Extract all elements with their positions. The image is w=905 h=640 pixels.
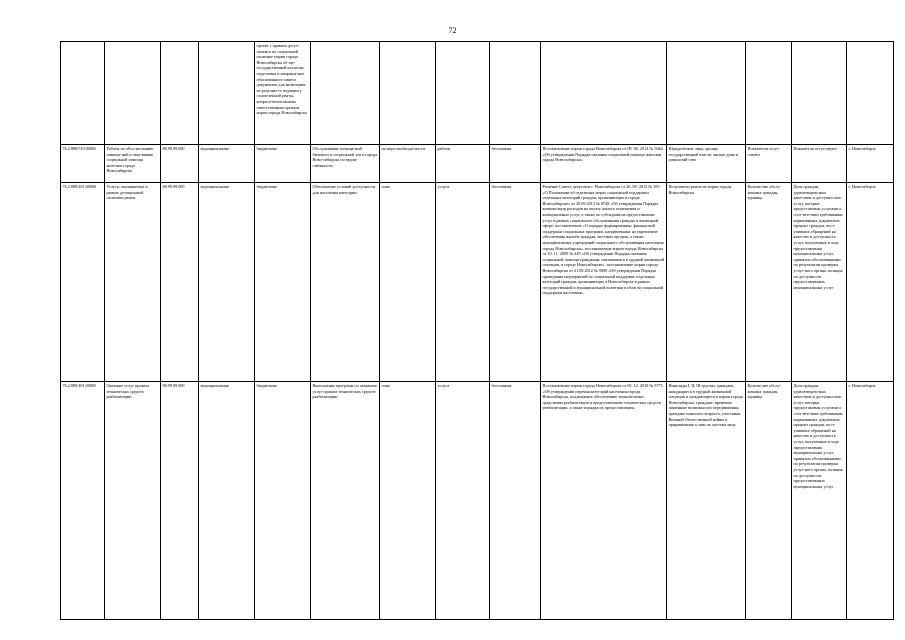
cell-volume-indicator: Количество обслу-женных граждан, единица bbox=[746, 183, 792, 382]
cell-okved bbox=[161, 42, 199, 145]
cell-unit bbox=[436, 42, 490, 145]
cell-quality-indicator: Показатели отсутствуют bbox=[792, 145, 847, 183]
cell-content: Обеспечение условий доступности для населения категории bbox=[311, 183, 380, 382]
cell-recipients: Инвалиды I, II, III группы, граждане, находящиеся в трудной жизненной ситуации и нуждающиеся в мэрии города Новосибирска, граждане, временно лишённые возможности передвижения, граждане пожилого возраста, участники Великой Отечественной войны и приравненные к ним по льготам лица bbox=[667, 382, 746, 620]
cell-okved: 88.99.09.000 bbox=[161, 145, 199, 183]
cell-location: г. Новосибирск bbox=[847, 382, 894, 620]
cell-volume-indicator: Показатели отсут-ствуют bbox=[746, 145, 792, 183]
page-number: 72 bbox=[448, 26, 457, 35]
cell-code: 76.2.889/510.00005 bbox=[61, 145, 105, 183]
cell-legal-basis: Постановление мэрии города Новосибирска от 05. 12. 2010 № 5775 «Об утверждении перечня категорий населения города Новосибирска, подлежащих обеспечению техническими средствами реабилитации и предоставлению технических средств реабилитации, а также порядка их предоставления» bbox=[541, 382, 667, 620]
cell-institution-type: проект с правила дегул-тамента по социальной политике мэрии города Новосибирска об-ще-государственной коллегии, подготовка и направле-ние обоснованного пакета документов для включения, не ределяю-го подавати у основ-ленной ренты, вопросо-вочислашено ответственным органом мэрии города Новосибирска bbox=[255, 42, 311, 145]
cell-institution-type: бюджетные bbox=[255, 183, 311, 382]
cell-location: г. Новосибирск bbox=[847, 145, 894, 183]
cell-volume-indicator bbox=[746, 42, 792, 145]
cell-content: Обслуживание помеще-ний бытового и социальной эти в города Ново-сибирска по ведом-ственности bbox=[311, 145, 380, 183]
cell-payment bbox=[490, 42, 541, 145]
cell-form: по мере необходи-мости bbox=[380, 145, 436, 183]
cell-name: Работы по обсл-жи-ванию помеще-ний и оказ-ванию социальной помощи жителям города Новосибирска bbox=[105, 145, 161, 183]
cell-payment: бесплатная bbox=[490, 145, 541, 183]
cell-level: муниципальные bbox=[199, 145, 255, 183]
cell-legal-basis: Постановление мэрии города Новосибирска от 08. 06. 2012 № 5644 «Об утверждении Порядка оказания социальной помощи жителям города Новосибирска» bbox=[541, 145, 667, 183]
cell-okved: 88.99.09.000 bbox=[161, 382, 199, 620]
cell-level bbox=[199, 42, 255, 145]
cell-level: муниципальные bbox=[199, 183, 255, 382]
cell-recipients: Получатели ренты из мэрии города Новосибирска bbox=[667, 183, 746, 382]
cell-unit: работы bbox=[436, 145, 490, 183]
cell-name: Оказание услуг проката технических средств реабилитации bbox=[105, 382, 161, 620]
cell-recipients: Юридические лица, органы государственной власти, жилые дома и домохозяй-ства bbox=[667, 145, 746, 183]
cell-legal-basis: Решение Совета депутатов г. Новосибирска от 26. 09. 2012 № 583 «О Положении об отдельных мерах социальной поддержки отдельных категорий граждан, проживающих в городе Новосибирске» от 20.09.2013 № 8748 «Об утверждении Порядка компенсации расходов на оплату жилого помещения и коммунальных услуг, а также по субсидиям на предоставление услуг в рамках социального обслуживания граждан в жилищной сфере, постановление «О порядке формирования» финансовой поддержки социальных программ, направленных на укрепление обеспечения жильём граждан, местных органов, а также муниципальных учреждений социального обслуживания населения города Новосибирска», постановление мэрии города Новосибирска от 10. 11. 2009 № 449 «Об утверждении Порядка оказания социальной помощи гражданам, оказавшимся в трудной жизненной ситуации, в городе Новосибирске», постановление мэрии города Новосибирска от 21.09.2012 № 9080 «Об утверждении Порядка проведения мероприятий по социальной поддержке отдельных категорий граждан, проживающих в Новосибирске в рамках государственной и муниципальной политики в области социальной поддержки населения» bbox=[541, 183, 667, 382]
table-row bbox=[61, 145, 894, 183]
cell-level: муниципальные bbox=[199, 382, 255, 620]
cell-okved: 88.99.09.000 bbox=[161, 183, 199, 382]
cell-code: 76.2.889/491.00006 bbox=[61, 183, 105, 382]
services-register-table bbox=[60, 41, 894, 620]
cell-unit: услуга bbox=[436, 382, 490, 620]
cell-volume-indicator: Количество обслу-женных граждан, единица bbox=[746, 382, 792, 620]
cell-institution-type: бюджетные bbox=[255, 382, 311, 620]
cell-quality-indicator bbox=[792, 42, 847, 145]
cell-quality-indicator: Доля граждан, удовлетворен-ных качеством и доступностью услуг, которые предоставлены услугами о соот-ветствии требованиям нормативных документов, процент граждан, пост-упивших обращений на качество и доступность услуг, полученных в ходе предоставления муниципальных услуг, принятых обоснованными по результатам проверки услуг-ного органа, позиция по доступности предоставленных муниципальных услуг bbox=[792, 183, 847, 382]
cell-institution-type: бюджетные bbox=[255, 145, 311, 183]
table-row bbox=[61, 183, 894, 382]
table-row bbox=[61, 42, 894, 145]
cell-unit: услуга bbox=[436, 183, 490, 382]
cell-code: 76.2.889/491.00005 bbox=[61, 382, 105, 620]
cell-form: очно bbox=[380, 382, 436, 620]
cell-name: Услуги, оказываемые в рамках дотационной политики ренты bbox=[105, 183, 161, 382]
cell-code bbox=[61, 42, 105, 145]
cell-form: очно bbox=[380, 183, 436, 382]
cell-payment: бесплатная bbox=[490, 382, 541, 620]
cell-form bbox=[380, 42, 436, 145]
cell-payment: бесплатная bbox=[490, 183, 541, 382]
cell-legal-basis bbox=[541, 42, 667, 145]
cell-location: г. Новосибирск bbox=[847, 183, 894, 382]
cell-location bbox=[847, 42, 894, 145]
cell-name bbox=[105, 42, 161, 145]
table-row bbox=[61, 382, 894, 620]
cell-content: Выполнение программ по оказанию услуг проката технических средств реабилитации bbox=[311, 382, 380, 620]
cell-quality-indicator: Доля граждан, удовлетворен-ных качеством и доступностью услуг, которые предоставлены услугами о соот-ветствии требованиям нормативных документов, процент граждан, пост-упивших обращений на качество и доступность услуг, полученных в ходе предоставления муниципальных услуг, принятых обоснованными по результатам проверки услуг-ного органа, позиция по доступности предоставленных муниципальных услуг bbox=[792, 382, 847, 620]
cell-content bbox=[311, 42, 380, 145]
cell-recipients bbox=[667, 42, 746, 145]
